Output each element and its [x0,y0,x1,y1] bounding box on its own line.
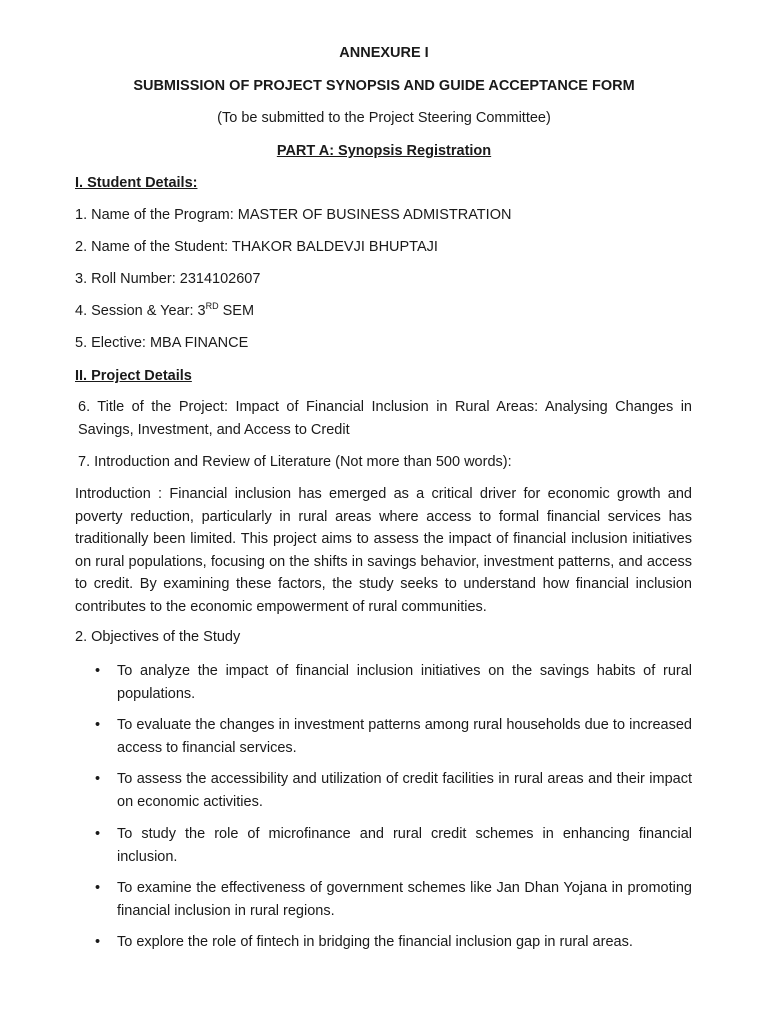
introduction-paragraph: Introduction : Financial inclusion has emerged as a critical driver for economic growth and poverty reduction, particularly in rural areas where access to formal financial services has traditionally been limited. This project aims to assess the impact of financial inclusion initiatives on rural populations, focusing on the shifts in savings behavior, investment patterns, and access to credit. By examining these factors, the study seeks to understand how financial inclusion contributes to the economic empowerment of rural communities. [75,486,692,615]
objective-item [95,660,692,706]
objective-item [95,768,692,814]
student-name: 2. Name of the Student: THAKOR BALDEVJI BHUPTAJI [75,239,438,255]
objective-item [95,823,692,869]
objective-item [95,714,692,760]
objective-text: To evaluate the changes in investment patterns among rural households due to increased access to financial services. [117,717,692,756]
objective-text: To explore the role of fintech in bridging the financial inclusion gap in rural areas. [117,934,633,950]
project-details-heading: II. Project Details [75,368,192,384]
elective: 5. Elective: MBA FINANCE [75,335,249,351]
bullet-icon: • [95,771,101,787]
session-year-sup: RD [205,301,219,312]
objective-text: To examine the effectiveness of government schemes like Jan Dhan Yojana in promoting financial inclusion in rural regions. [117,880,692,919]
session-year-prefix: 4. Session & Year: 3 [75,303,206,319]
form-title: SUBMISSION OF PROJECT SYNOPSIS AND GUIDE ACCEPTANCE FORM [133,78,635,94]
objective-text: To study the role of microfinance and rural credit schemes in enhancing financial inclusion. [117,826,692,865]
objective-item [95,877,692,923]
part-a-heading [0,140,768,162]
bullet-icon: • [95,663,101,679]
program-name: 1. Name of the Program: MASTER OF BUSINESS ADMISTRATION [75,207,512,223]
objective-text: To analyze the impact of financial inclusion initiatives on the savings habits of rural populations. [117,663,692,702]
bullet-icon: • [95,717,101,733]
project-title-item: 6. Title of the Project: Impact of Financial Inclusion in Rural Areas: Analysing Changes in Savings, Investment, and Access to Credit [78,399,692,438]
roll-number: 3. Roll Number: 2314102607 [75,271,261,287]
session-year-suffix: SEM [218,303,255,319]
session-year [75,300,254,322]
objective-item [95,931,692,955]
bullet-icon: • [95,826,101,842]
bullet-icon: • [95,934,101,950]
bullet-icon: • [95,880,101,896]
objectives-heading: 2. Objectives of the Study [75,629,241,645]
annexure-title: ANNEXURE I [339,45,429,61]
objective-text: To assess the accessibility and utilization of credit facilities in rural areas and their impact on economic activities. [117,771,692,810]
student-details-heading: I. Student Details: [75,175,198,191]
intro-review-item: 7. Introduction and Review of Literature (Not more than 500 words): [78,454,512,470]
part-a-heading-text: PART A: Synopsis Registration [276,143,492,159]
form-subtitle: (To be submitted to the Project Steering Committee) [217,110,551,126]
